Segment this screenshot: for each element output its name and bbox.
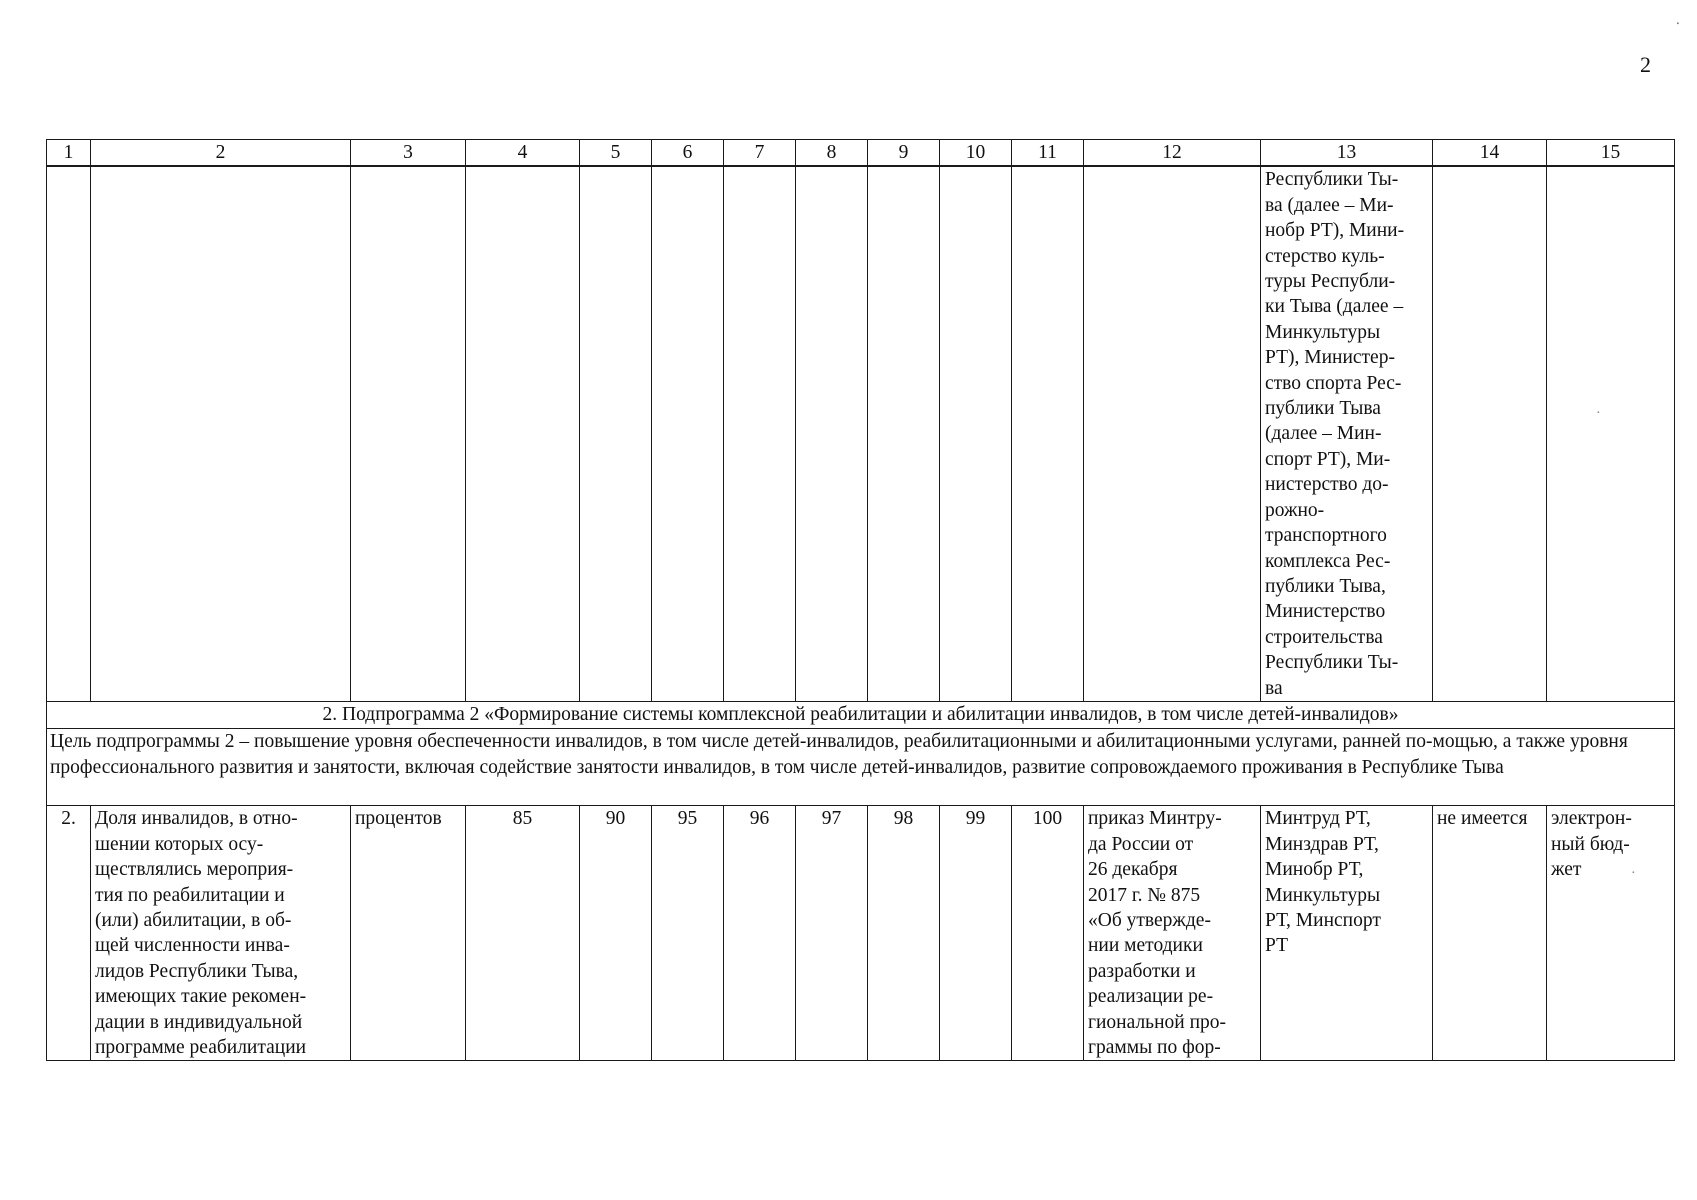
column-number: 10 — [940, 140, 1012, 167]
indicator-value: 95 — [652, 806, 724, 1061]
indicator-col14: не имеется — [1433, 806, 1547, 1061]
table-cell — [1433, 166, 1547, 702]
subprogram-heading: 2. Подпрограмма 2 «Формирование системы комплексной реабилитации и абилитации инвалидов, в том числе детей-инвалидов» — [47, 702, 1675, 729]
column-number: 14 — [1433, 140, 1547, 167]
table-cell — [1547, 166, 1675, 702]
column-number: 11 — [1012, 140, 1084, 167]
indicator-name: Доля инвалидов, в отно- шении которых осу- ществлялись мероприя- тия по реабилитации и (или) абилитации, в об- щей численности инва- лидов Республики Тыва, имеющих такие рекомен- дации в индивидуальной программе реабилитации — [91, 806, 351, 1061]
subprogram-heading-row — [47, 702, 1675, 729]
table-cell — [940, 166, 1012, 702]
table-cell — [1084, 166, 1261, 702]
subprogram-goal-row — [47, 729, 1675, 806]
column-number: 13 — [1261, 140, 1433, 167]
indicator-number: 2. — [47, 806, 91, 1061]
column-number: 6 — [652, 140, 724, 167]
column-number: 5 — [580, 140, 652, 167]
scan-speck: · — [1596, 406, 1601, 421]
table-cell — [1012, 166, 1084, 702]
table-cell — [580, 166, 652, 702]
column-number: 8 — [796, 140, 868, 167]
column-number: 9 — [868, 140, 940, 167]
table-cell — [724, 166, 796, 702]
table-cell — [47, 166, 91, 702]
column-number: 12 — [1084, 140, 1261, 167]
indicator-value: 98 — [868, 806, 940, 1061]
column-number: 1 — [47, 140, 91, 167]
responsible-executors-cell: Республики Ты- ва (далее – Ми- нобр РТ), Мини- стерство куль- туры Республи- ки Тыва (далее – Минкультуры РТ), Министер- ство спорта Рес- публики Тыва (далее – Мин- спорт РТ), Ми- нистерство до- рожно- транспортного комплекса Рес- публики Тыва, Министерство строительства Республики Ты- ва — [1261, 166, 1433, 702]
indicator-executors: Минтруд РТ, Минздрав РТ, Минобр РТ, Минкультуры РТ, Минспорт РТ — [1261, 806, 1433, 1061]
page-number: 2 — [1640, 52, 1651, 77]
indicator-basis: приказ Минтру- да России от 26 декабря 2017 г. № 875 «Об утвержде- нии методики разработки и реализации ре- гиональной про- граммы по фор- — [1084, 806, 1261, 1061]
indicator-value: 99 — [940, 806, 1012, 1061]
table-cell — [652, 166, 724, 702]
table-cell — [466, 166, 580, 702]
indicator-value: 90 — [580, 806, 652, 1061]
column-number: 3 — [351, 140, 466, 167]
table-cell — [796, 166, 868, 702]
indicator-row — [47, 806, 1675, 1061]
scan-speck: ⸳ — [1676, 15, 1680, 30]
scan-speck: · — [1631, 866, 1636, 881]
indicators-table — [46, 139, 1675, 1061]
indicator-unit: процентов — [351, 806, 466, 1061]
subprogram-goal: Цель подпрограммы 2 – повышение уровня обеспеченности инвалидов, в том числе детей-инвалидов, реабилитационными и абилитационными услугами, ранней по-мощью, а также уровня профессионального развития и занятости, включая содействие занятости инвалидов, в том числе детей-инвалидов, развитие сопровождаемого проживания в Республике Тыва — [47, 729, 1675, 806]
column-number: 4 — [466, 140, 580, 167]
continuation-row — [47, 166, 1675, 702]
table-cell — [91, 166, 351, 702]
column-number: 15 — [1547, 140, 1675, 167]
column-number: 7 — [724, 140, 796, 167]
indicator-value: 96 — [724, 806, 796, 1061]
column-numbers-row — [47, 140, 1675, 167]
indicator-source: электрон- ный бюд- жет — [1547, 806, 1675, 1061]
column-number: 2 — [91, 140, 351, 167]
indicator-value: 100 — [1012, 806, 1084, 1061]
indicator-value: 97 — [796, 806, 868, 1061]
table-cell — [868, 166, 940, 702]
table-cell — [351, 166, 466, 702]
indicator-value: 85 — [466, 806, 580, 1061]
